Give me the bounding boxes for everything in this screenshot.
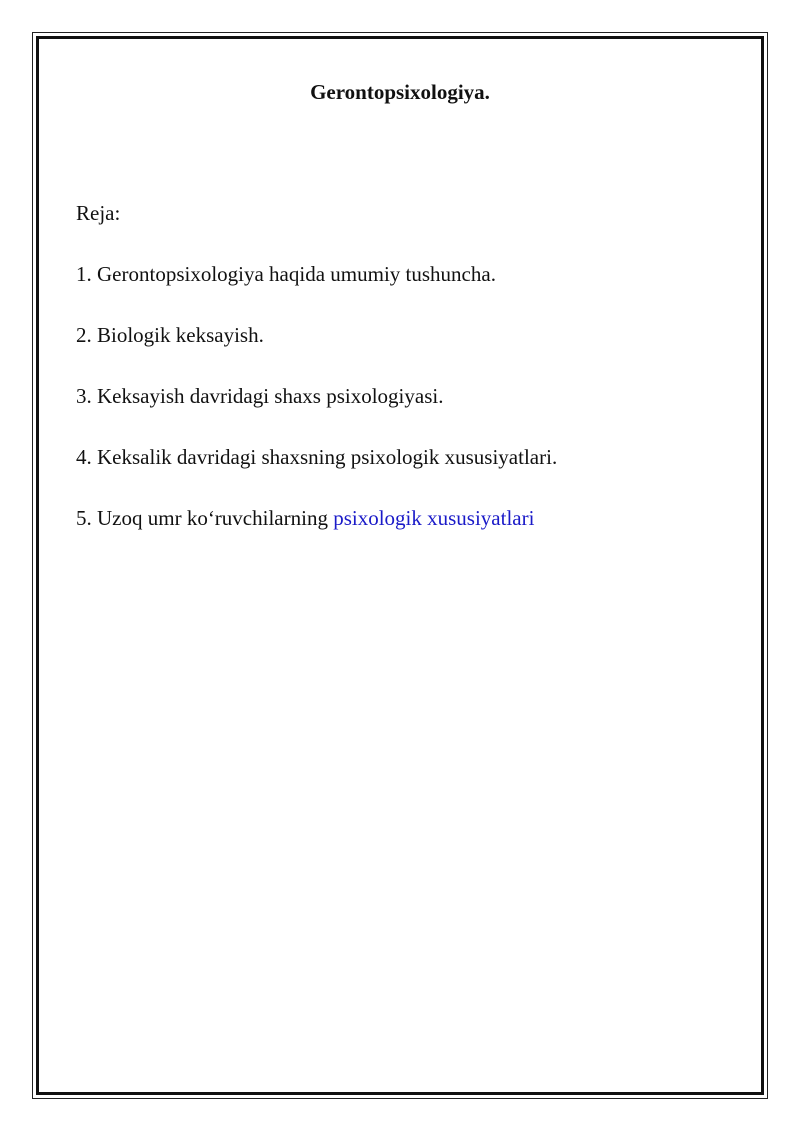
plan-item-5-text: 5. Uzoq umr ko‘ruvchilarning: [76, 506, 334, 530]
page-border-inner: [36, 36, 764, 1095]
page-title: Gerontopsixologiya.: [310, 80, 490, 104]
page-border: [32, 32, 768, 1099]
plan-item-3: 3. Keksayish davridagi shaxs psixologiyasi.: [76, 384, 444, 408]
plan-heading: Reja:: [76, 201, 121, 225]
plan-item-5-link[interactable]: psixologik xususiyatlari: [333, 506, 535, 530]
plan-item-5: [76, 503, 736, 533]
plan-list: [76, 259, 736, 533]
plan-item-1: 1. Gerontopsixologiya haqida umumiy tushuncha.: [76, 262, 496, 286]
plan-item-4: 4. Keksalik davridagi shaxsning psixologik xususiyatlari.: [76, 445, 558, 469]
plan-section: [76, 198, 736, 533]
plan-item-2: 2. Biologik keksayish.: [76, 323, 264, 347]
